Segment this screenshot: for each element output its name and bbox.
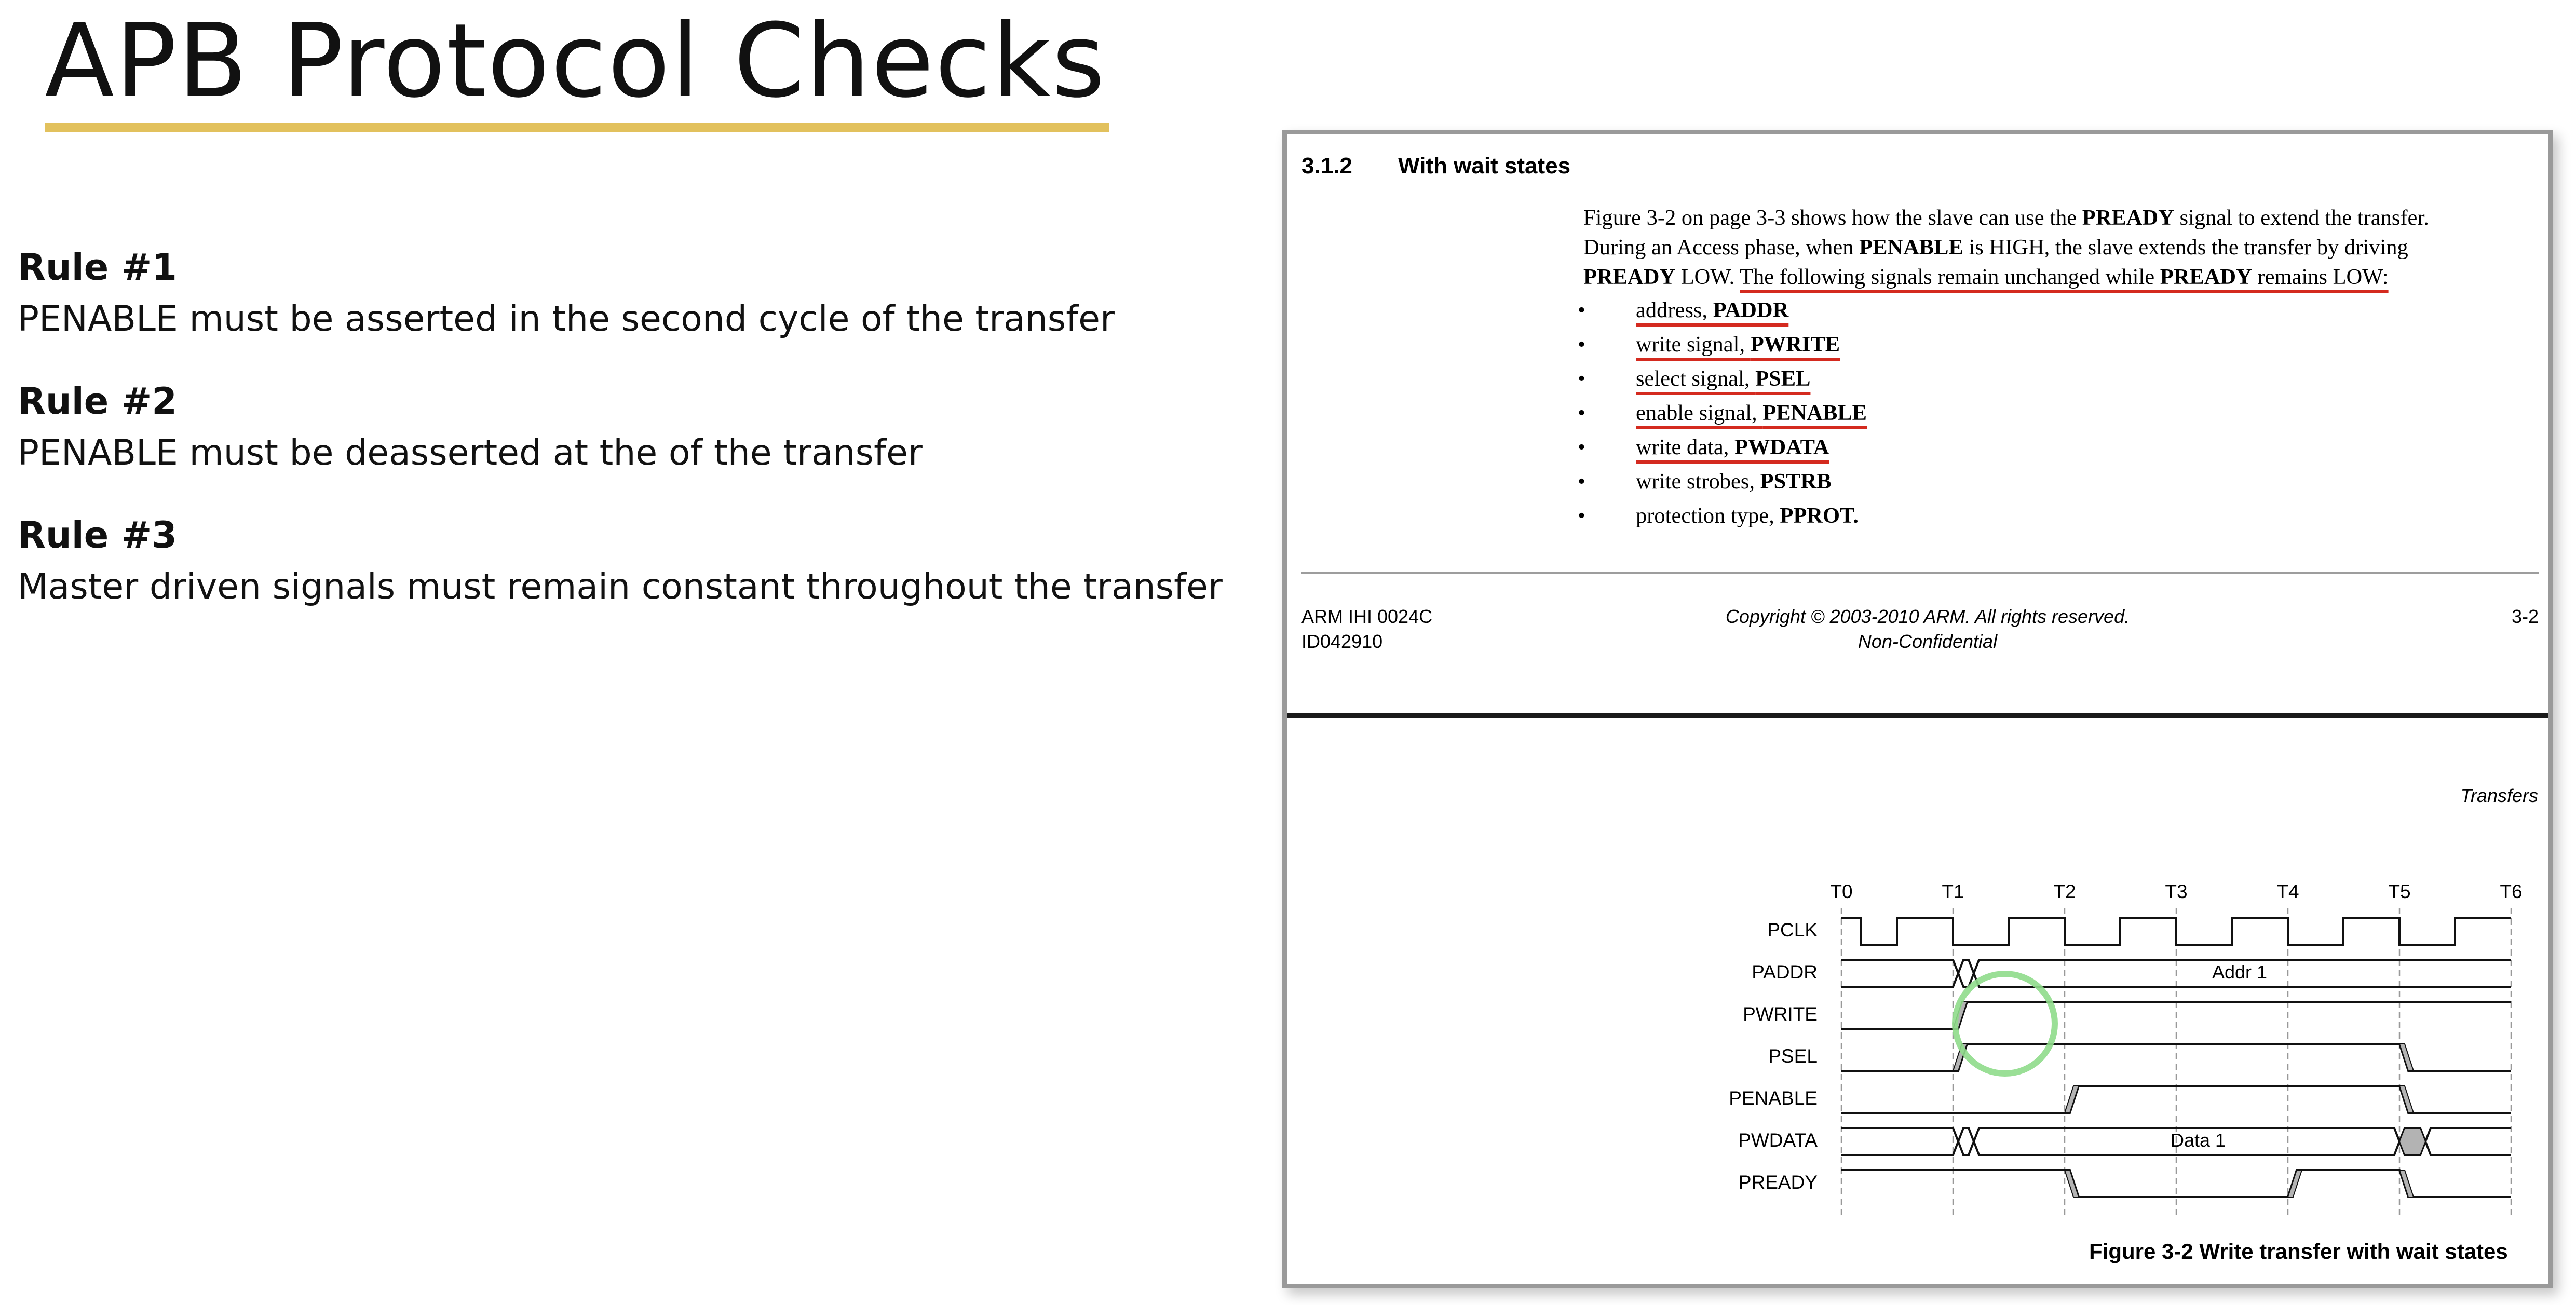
signal-name: PADDR	[1713, 298, 1789, 322]
para-text: remains LOW:	[2252, 265, 2389, 289]
bullet-prefix: address,	[1636, 298, 1713, 322]
running-header: Transfers	[2460, 785, 2538, 806]
highlight-circle	[1955, 974, 2055, 1073]
timing-diagram	[1287, 134, 2553, 1288]
bullet-icon: •	[1578, 504, 1585, 528]
para-text: signal to extend the transfer.	[2174, 206, 2429, 230]
signal-name: PREADY	[2160, 265, 2252, 289]
bullet-icon: •	[1578, 401, 1585, 425]
tick-label-t1: T1	[1942, 881, 1964, 902]
page-number: 3-2	[2511, 606, 2539, 627]
signal-name: PPROT.	[1780, 504, 1859, 528]
bus-value-paddr: Addr 1	[2212, 961, 2268, 983]
tick-label-t0: T0	[1830, 881, 1853, 902]
spec-excerpt-image	[1282, 130, 2553, 1288]
rule-heading: Rule #2	[18, 380, 177, 423]
bullet-prefix: select signal,	[1636, 366, 1756, 391]
signal-name: PREADY	[2082, 206, 2174, 230]
rule-heading: Rule #1	[18, 246, 177, 289]
tick-label-t4: T4	[2276, 881, 2299, 902]
rule-heading: Rule #3	[18, 514, 177, 556]
signal-name: PSEL	[1755, 366, 1811, 391]
rule-text: Master driven signals must remain constant throughout the transfer	[18, 566, 1223, 607]
bullet-icon: •	[1578, 332, 1585, 357]
bullet-icon: •	[1578, 469, 1585, 494]
figure-caption: Figure 3-2 Write transfer with wait states	[2089, 1239, 2508, 1263]
rule-2	[18, 375, 1279, 479]
bullet-icon: •	[1578, 366, 1585, 391]
rule-text: PENABLE must be deasserted at the of the transfer	[18, 432, 923, 473]
bullet-prefix: protection type,	[1636, 504, 1780, 528]
title-underline	[45, 123, 1109, 132]
bullet-prefix: enable signal,	[1636, 401, 1763, 425]
transition-psel-fall	[2399, 1044, 2414, 1071]
tick-label-t6: T6	[2500, 881, 2523, 902]
bus-value-pwdata: Data 1	[2170, 1130, 2226, 1151]
transition-pready-rise	[2288, 1170, 2302, 1197]
rule-text: PENABLE must be asserted in the second cycle of the transfer	[18, 298, 1115, 339]
doc-id: ARM IHI 0024C	[1301, 606, 1433, 627]
signal-label-pready: PREADY	[1738, 1172, 1818, 1193]
signal-label-pwrite: PWRITE	[1743, 1003, 1818, 1025]
bullet-icon: •	[1578, 298, 1585, 322]
rule-1	[18, 241, 1279, 345]
signal-label-penable: PENABLE	[1729, 1088, 1818, 1109]
transition-penable-rise	[2065, 1086, 2079, 1113]
bullet-prefix: write strobes,	[1636, 469, 1760, 494]
copyright-notice: Copyright © 2003-2010 ARM. All rights reserved.	[1725, 606, 2130, 627]
rules-list	[18, 241, 1279, 643]
tick-label-t2: T2	[2053, 881, 2076, 902]
para-text: is HIGH, the slave extends the transfer by driving	[1963, 235, 2408, 260]
signal-name: PWRITE	[1750, 332, 1840, 357]
signal-name: PSTRB	[1760, 469, 1832, 494]
transition-pready-fall	[2065, 1170, 2079, 1197]
signal-label-pwdata: PWDATA	[1738, 1130, 1818, 1151]
bullet-prefix: write signal,	[1636, 332, 1751, 357]
transition-pwdata	[2399, 1128, 2425, 1155]
transition-penable-fall	[2399, 1086, 2414, 1113]
bullet-prefix: write data,	[1636, 435, 1734, 459]
doc-revision: ID042910	[1301, 631, 1383, 652]
rule-3	[18, 509, 1279, 613]
bullet-icon: •	[1578, 435, 1585, 459]
para-text: The following signals remain unchanged while	[1740, 265, 2160, 289]
tick-label-t3: T3	[2165, 881, 2188, 902]
section-title: With wait states	[1398, 153, 1571, 179]
signal-name: PREADY	[1583, 265, 1676, 289]
para-text: LOW.	[1675, 265, 1740, 289]
section-number: 3.1.2	[1301, 153, 1352, 179]
signal-name: PENABLE	[1859, 235, 1963, 260]
tick-label-t5: T5	[2388, 881, 2411, 902]
para-text: During an Access phase, when	[1583, 235, 1860, 260]
waveform-pclk	[1841, 918, 2511, 945]
signal-name: PWDATA	[1734, 435, 1829, 459]
signal-name: PENABLE	[1762, 401, 1867, 425]
para-text: Figure 3-2 on page 3-3 shows how the slave can use the	[1583, 206, 2082, 230]
signal-label-paddr: PADDR	[1752, 961, 1818, 983]
confidentiality-label: Non-Confidential	[1858, 631, 1998, 652]
signal-label-pclk: PCLK	[1767, 919, 1818, 941]
transition-pready-fall-2	[2399, 1170, 2414, 1197]
slide-title: APB Protocol Checks	[45, 2, 1106, 120]
signal-label-psel: PSEL	[1768, 1045, 1818, 1067]
